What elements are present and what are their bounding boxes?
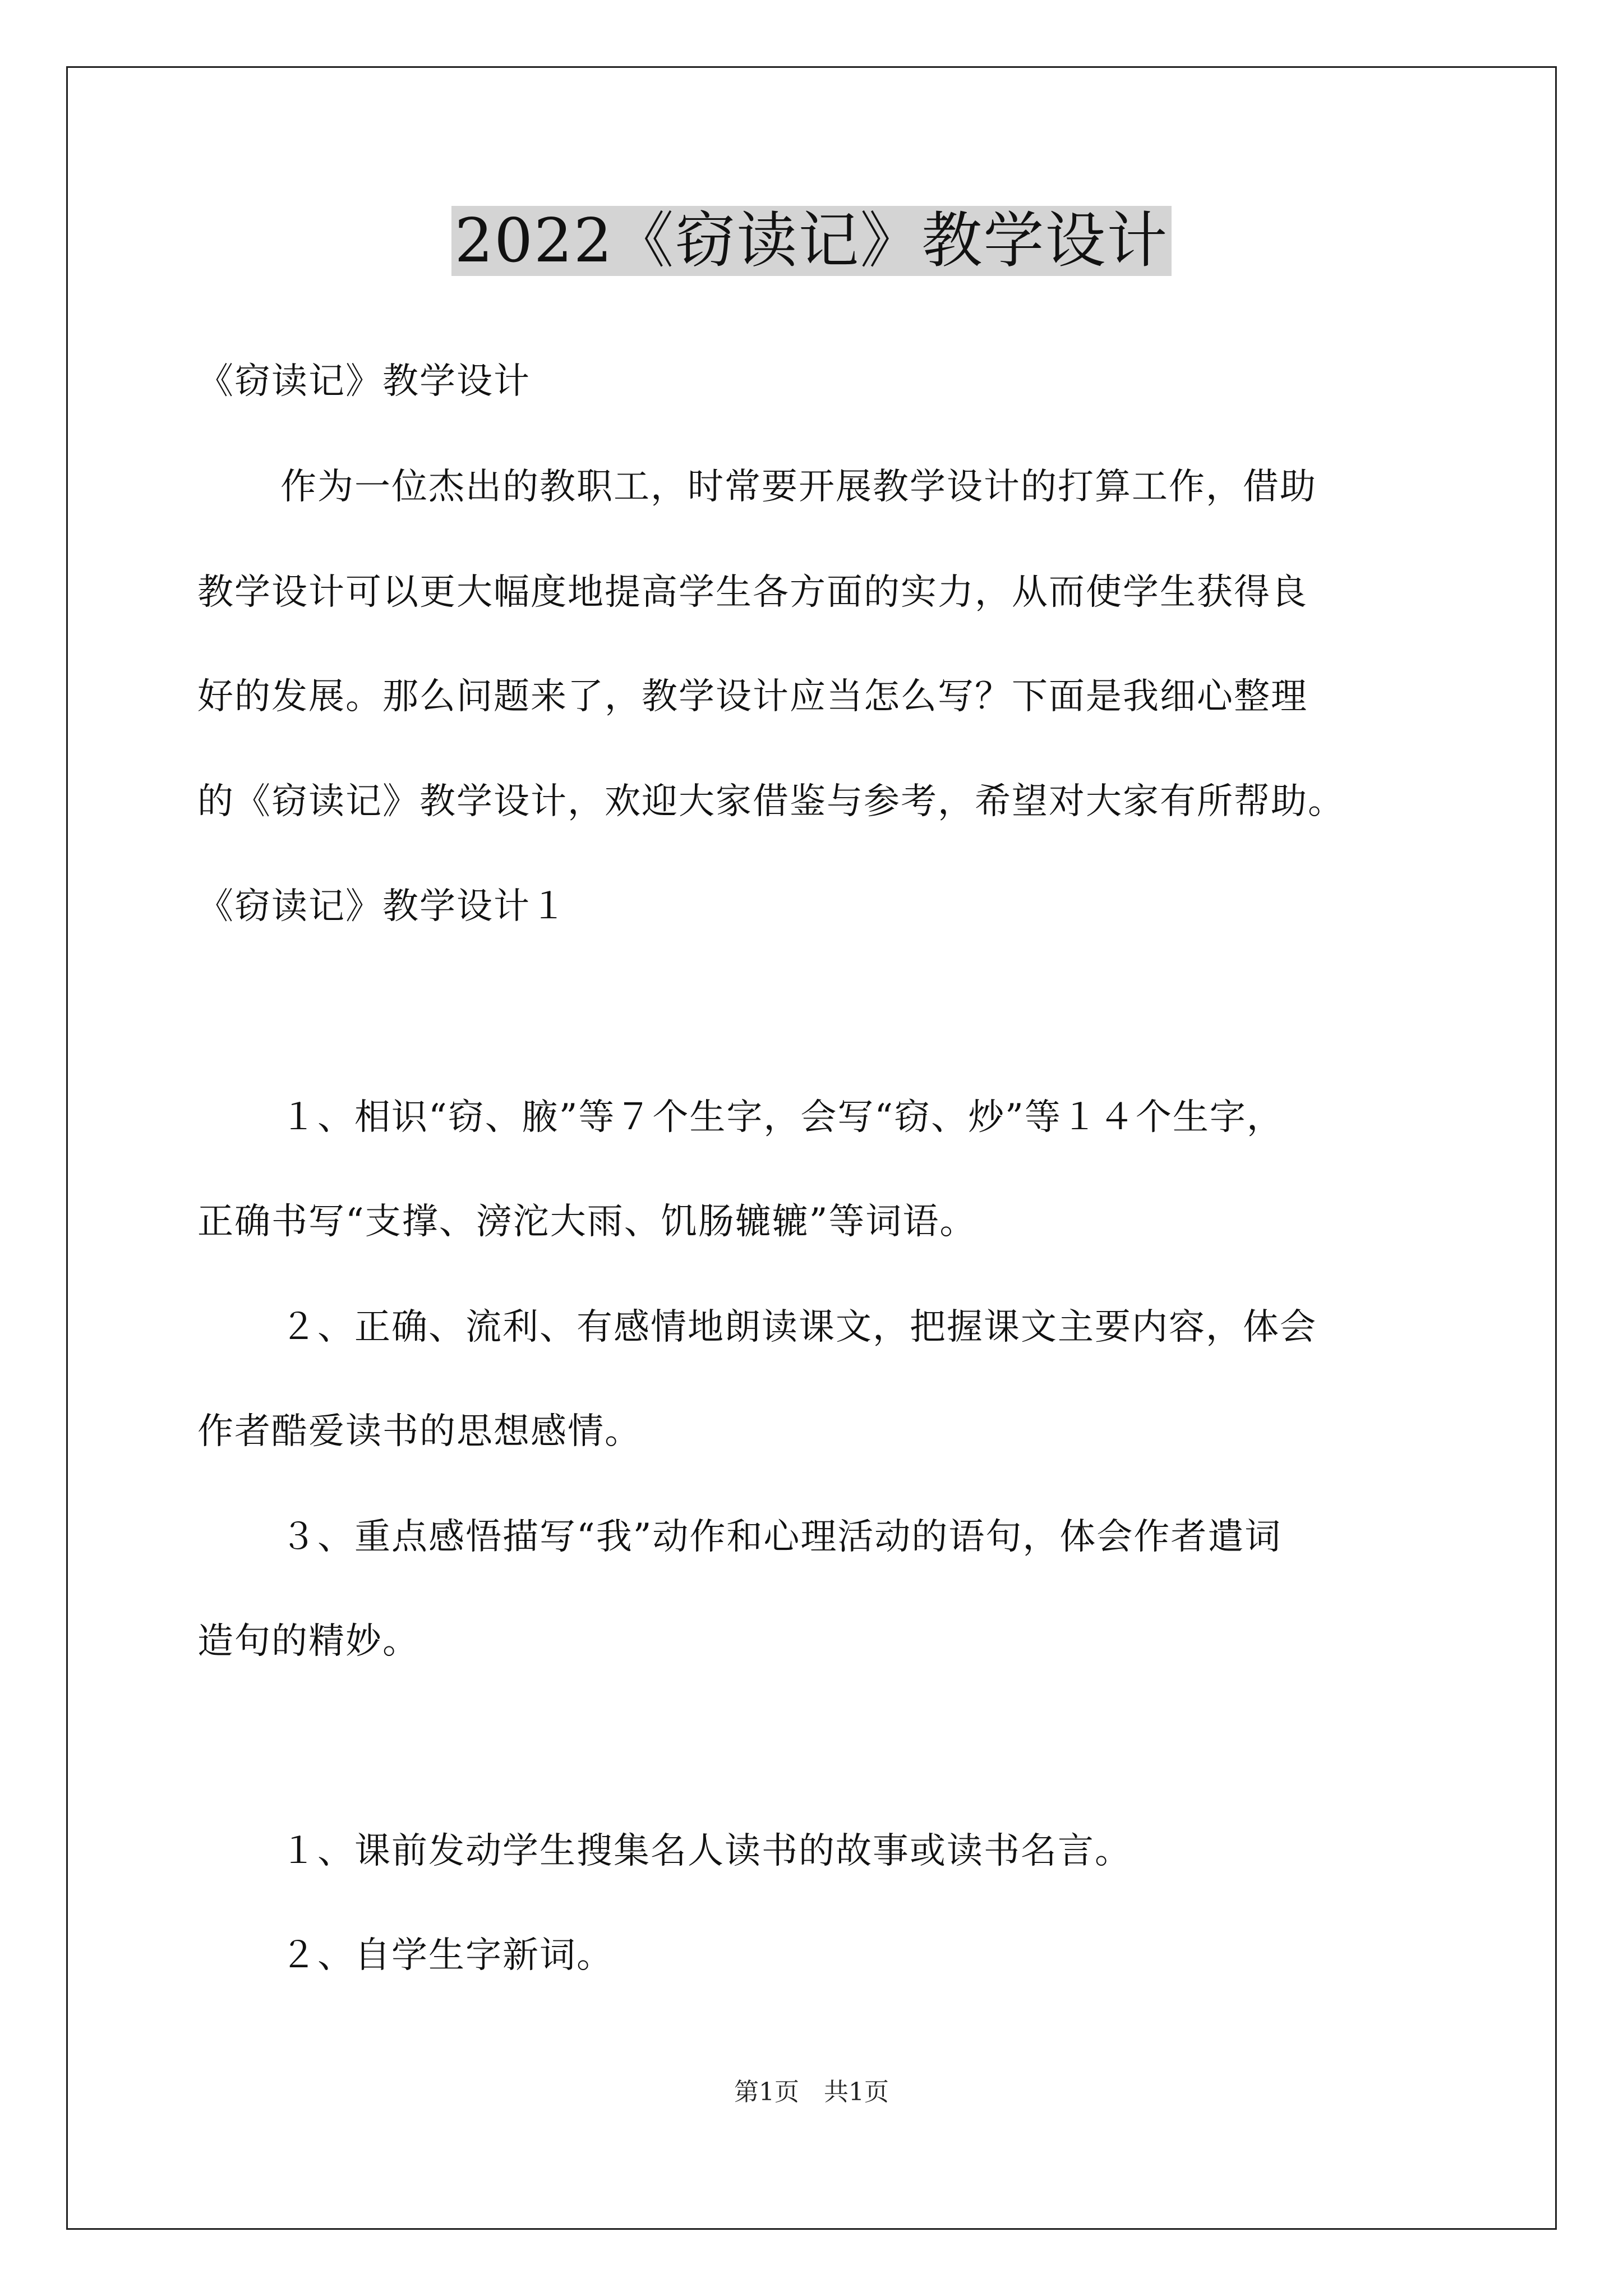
goal-1-line-1: １、相识“窃、腋”等７个生字，会写“窃、炒”等１４个生字， [280, 1097, 1284, 1138]
intro-line-1: 作为一位杰出的教职工，时常要开展教学设计的打算工作，借助 [280, 466, 1317, 508]
prep-item-2: ２、自学生字新词。 [280, 1935, 614, 1976]
prep-item-1: １、课前发动学生搜集名人读书的故事或读书名言。 [280, 1830, 1132, 1872]
document-title-text: 2022《窃读记》教学设计 [451, 206, 1172, 276]
intro-line-4: 的《窃读记》教学设计，欢迎大家借鉴与参考，希望对大家有所帮助。 [197, 781, 1345, 822]
subtitle: 《窃读记》教学设计 [197, 361, 531, 402]
goal-3-line-2: 造句的精妙。 [197, 1621, 419, 1662]
goal-2-line-2: 作者酷爱读书的思想感情。 [197, 1411, 642, 1452]
goal-3-line-1: ３、重点感悟描写“我”动作和心理活动的语句，体会作者遣词 [280, 1516, 1282, 1558]
goal-2-line-1: ２、正确、流利、有感情地朗读课文，把握课文主要内容，体会 [280, 1306, 1317, 1348]
intro-line-3: 好的发展。那么问题来了，教学设计应当怎么写？下面是我细心整理 [197, 676, 1308, 717]
intro-line-2: 教学设计可以更大幅度地提高学生各方面的实力，从而使学生获得良 [197, 572, 1308, 613]
goal-1-line-2: 正确书写“支撑、滂沱大雨、饥肠辘辘”等词语。 [197, 1201, 977, 1243]
page-footer: 第1页 共1页 [734, 2078, 889, 2106]
document-title [0, 202, 1623, 280]
section-heading: 《窃读记》教学设计１ [197, 886, 568, 927]
